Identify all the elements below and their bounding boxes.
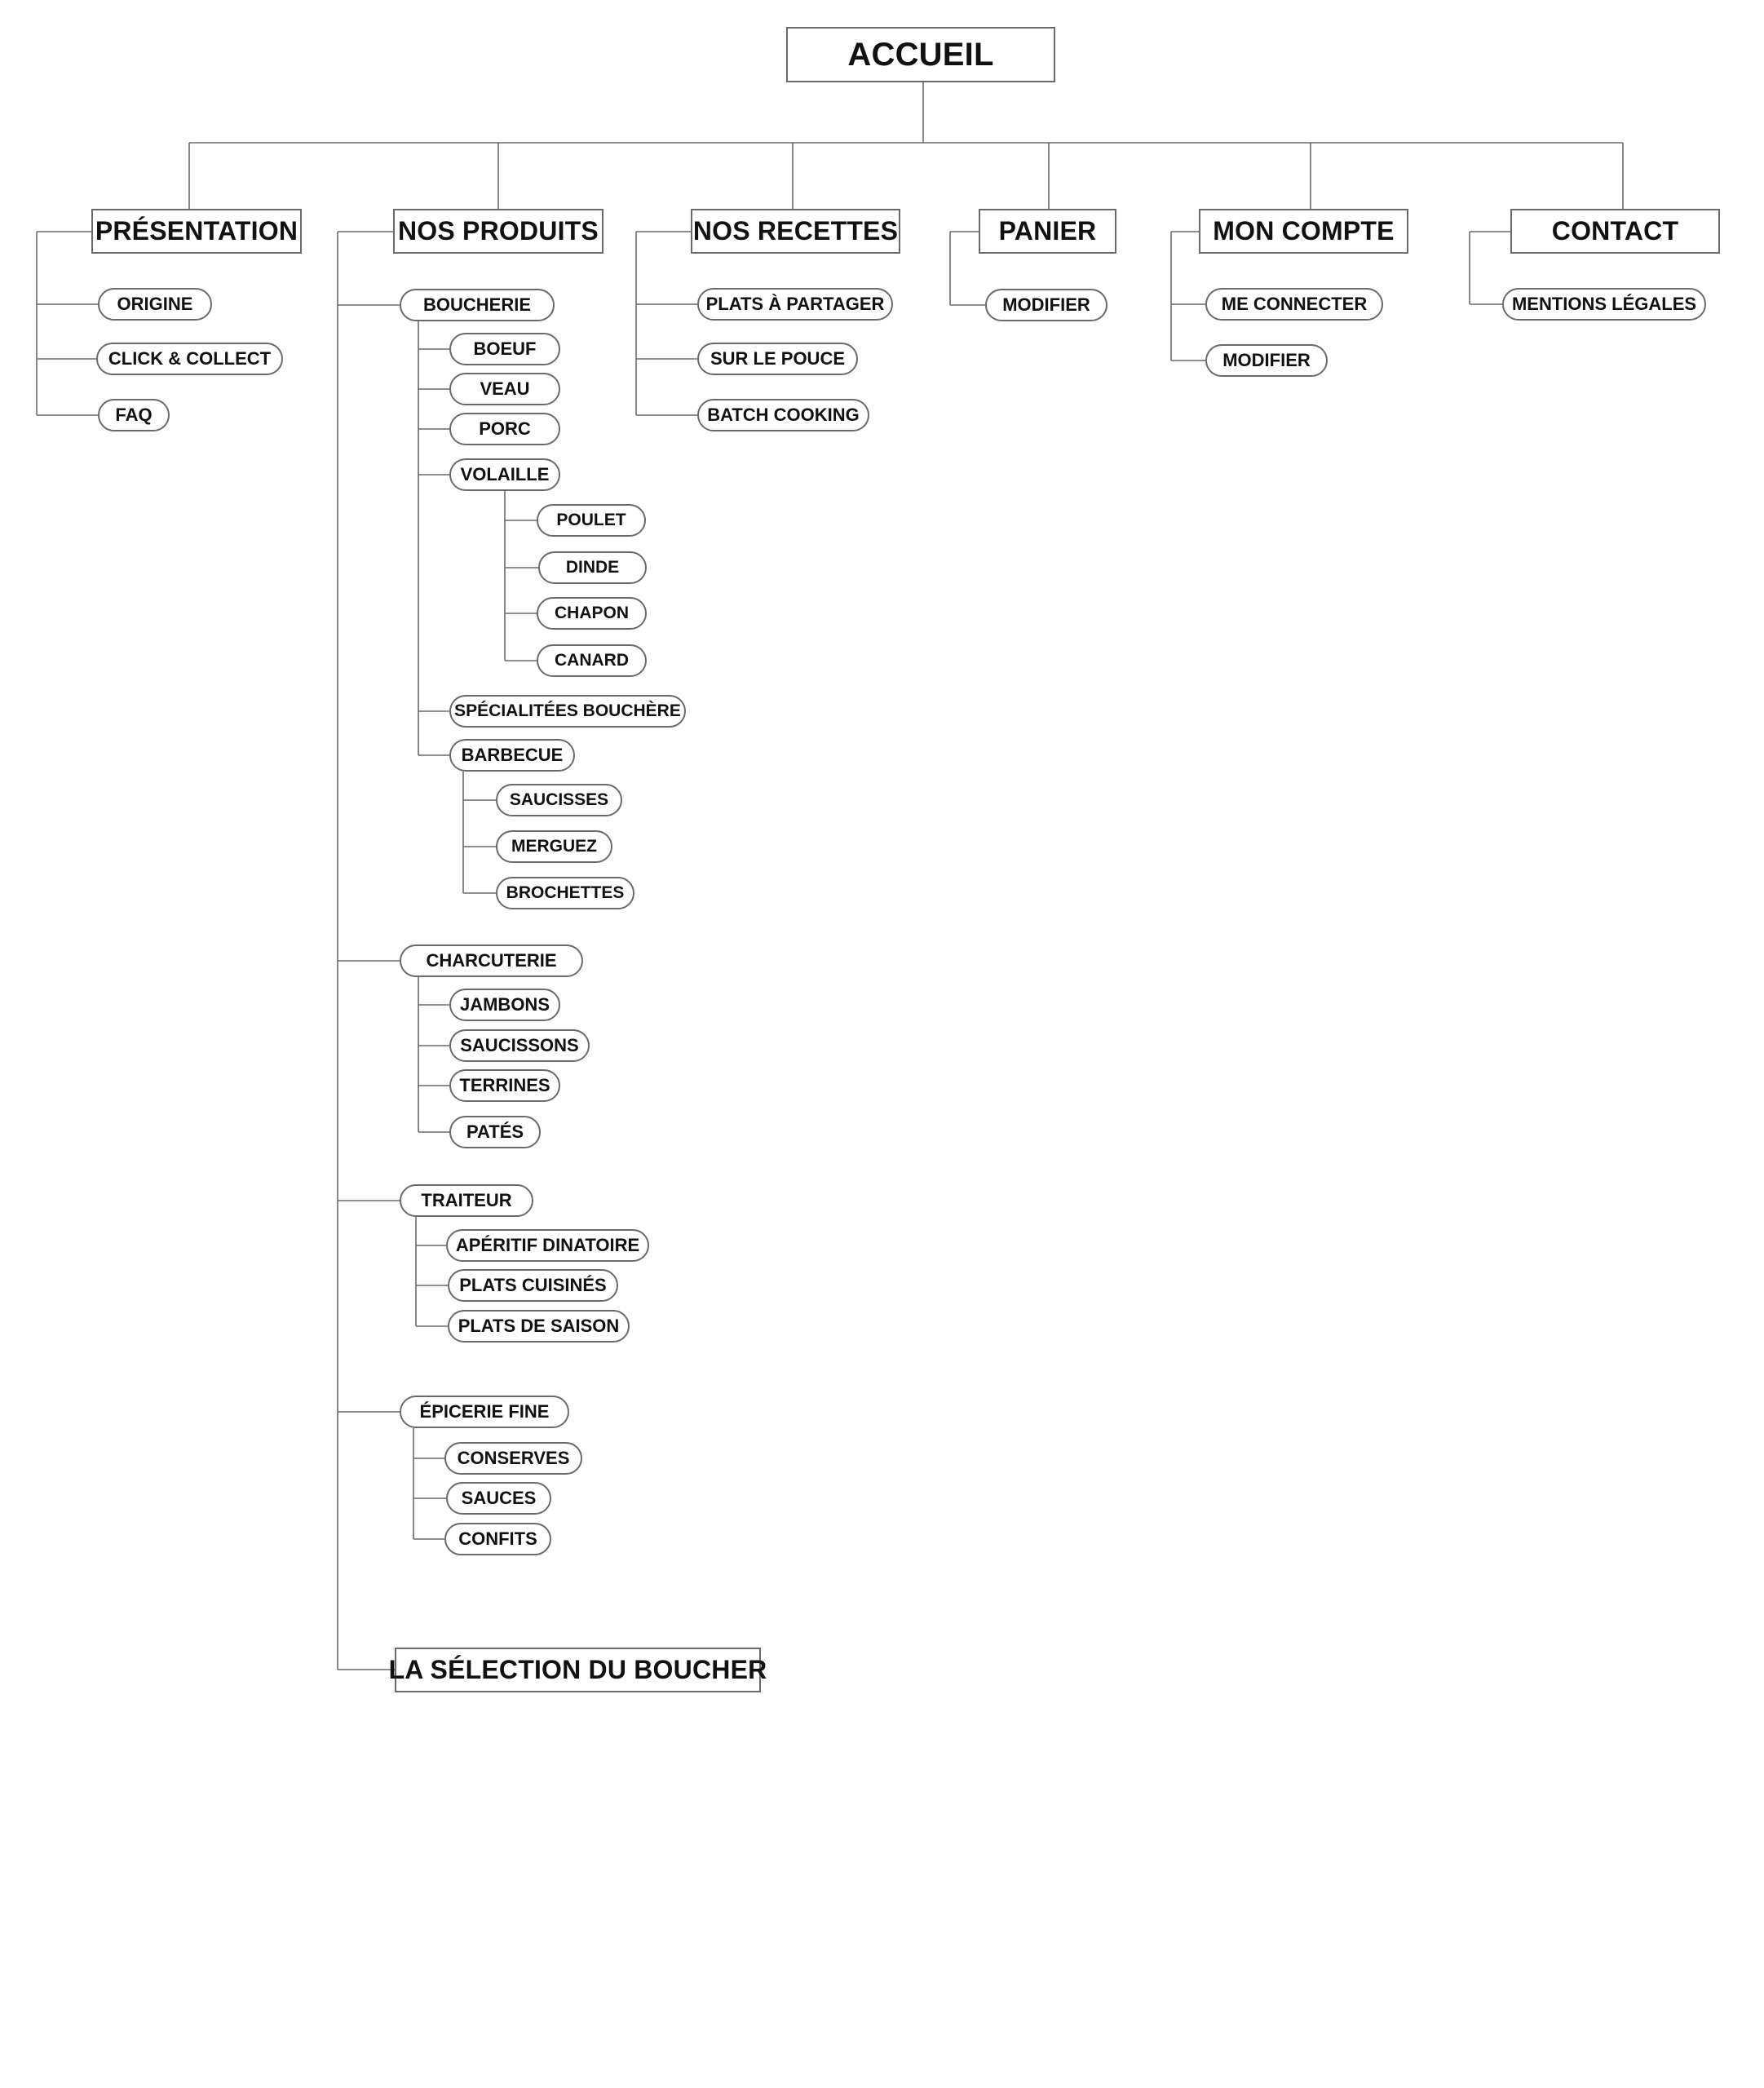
barbecue-item-saucisses[interactable]: SAUCISSES — [496, 784, 622, 816]
compte-item-me-connecter[interactable]: ME CONNECTER — [1205, 288, 1383, 321]
volaille-item-canard[interactable]: CANARD — [537, 644, 647, 677]
presentation-box[interactable]: PRÉSENTATION — [91, 209, 302, 254]
nos-recettes-box[interactable]: NOS RECETTES — [691, 209, 900, 254]
epicerie-item-conserves[interactable]: CONSERVES — [444, 1442, 582, 1475]
boucherie-item-volaille[interactable]: VOLAILLE — [449, 458, 560, 491]
epicerie-item-confits[interactable]: CONFITS — [444, 1523, 551, 1555]
traiteur-item-plats-cuisines[interactable]: PLATS CUISINÉS — [448, 1269, 618, 1302]
presentation-item-click-collect[interactable]: CLICK & COLLECT — [96, 343, 283, 375]
charcuterie-item-jambons[interactable]: JAMBONS — [449, 989, 560, 1021]
mon-compte-box[interactable]: MON COMPTE — [1199, 209, 1408, 254]
category-boucherie[interactable]: BOUCHERIE — [400, 289, 555, 321]
volaille-item-poulet[interactable]: POULET — [537, 504, 646, 537]
boucherie-item-barbecue[interactable]: BARBECUE — [449, 739, 575, 772]
boucherie-item-boeuf[interactable]: BOEUF — [449, 333, 560, 365]
category-charcuterie[interactable]: CHARCUTERIE — [400, 944, 583, 977]
volaille-item-dinde[interactable]: DINDE — [538, 551, 647, 584]
accueil-box[interactable]: ACCUEIL — [786, 27, 1055, 82]
contact-item-mentions-legales[interactable]: MENTIONS LÉGALES — [1502, 288, 1706, 321]
boucherie-item-veau[interactable]: VEAU — [449, 373, 560, 405]
boucherie-item-porc[interactable]: PORC — [449, 413, 560, 445]
barbecue-item-brochettes[interactable]: BROCHETTES — [496, 877, 634, 909]
boucherie-item-specialites[interactable]: SPÉCIALITÉES BOUCHÈRE — [449, 695, 686, 728]
contact-box[interactable]: CONTACT — [1510, 209, 1720, 254]
recettes-item-sur-le-pouce[interactable]: SUR LE POUCE — [697, 343, 858, 375]
nos-produits-box[interactable]: NOS PRODUITS — [393, 209, 603, 254]
volaille-item-chapon[interactable]: CHAPON — [537, 597, 647, 630]
charcuterie-item-saucissons[interactable]: SAUCISSONS — [449, 1029, 590, 1062]
recettes-item-batch-cooking[interactable]: BATCH COOKING — [697, 399, 869, 431]
traiteur-item-plats-saison[interactable]: PLATS DE SAISON — [448, 1310, 630, 1343]
recettes-item-plats-partager[interactable]: PLATS À PARTAGER — [697, 288, 893, 321]
panier-item-modifier[interactable]: MODIFIER — [985, 289, 1107, 321]
category-traiteur[interactable]: TRAITEUR — [400, 1184, 533, 1217]
barbecue-item-merguez[interactable]: MERGUEZ — [496, 830, 612, 863]
charcuterie-item-pates[interactable]: PATÉS — [449, 1116, 541, 1148]
compte-item-modifier[interactable]: MODIFIER — [1205, 344, 1328, 377]
panier-box[interactable]: PANIER — [979, 209, 1116, 254]
presentation-item-faq[interactable]: FAQ — [98, 399, 170, 431]
presentation-item-origine[interactable]: ORIGINE — [98, 288, 212, 321]
charcuterie-item-terrines[interactable]: TERRINES — [449, 1069, 560, 1102]
selection-boucher-box[interactable]: LA SÉLECTION DU BOUCHER — [395, 1648, 761, 1692]
traiteur-item-aperitif[interactable]: APÉRITIF DINATOIRE — [446, 1229, 649, 1262]
category-epicerie-fine[interactable]: ÉPICERIE FINE — [400, 1396, 569, 1428]
epicerie-item-sauces[interactable]: SAUCES — [446, 1482, 551, 1515]
